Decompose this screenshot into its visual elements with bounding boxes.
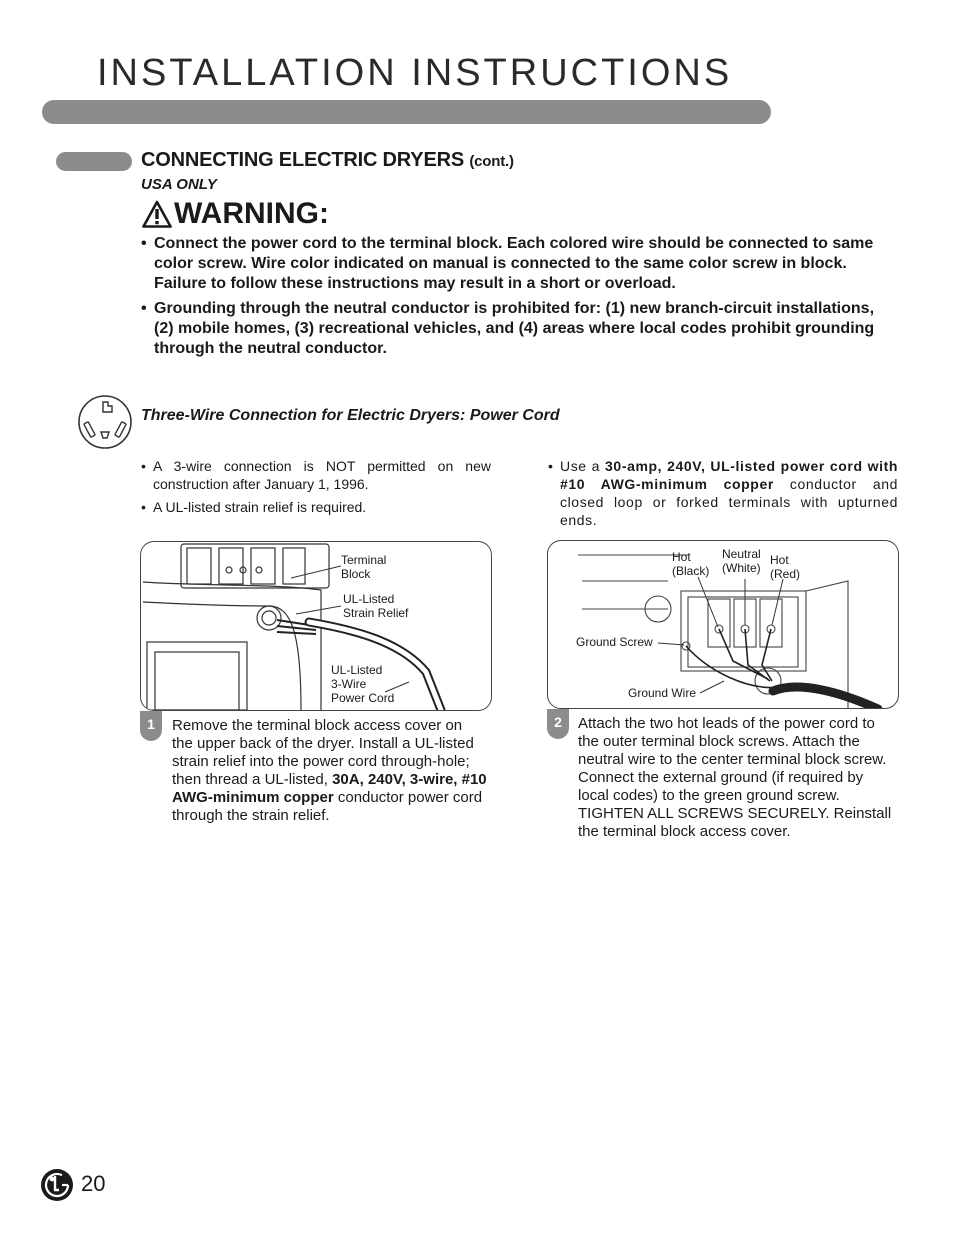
section-heading-suffix: (cont.): [469, 153, 514, 170]
step-1-text-part: conductor power cord through the strain relief.: [172, 789, 483, 824]
page-title: INSTALLATION INSTRUCTIONS: [97, 52, 733, 94]
usa-only-subheading: USA ONLY: [141, 176, 217, 193]
figure-terminal-wiring: [547, 540, 899, 709]
title-bar: [42, 100, 771, 124]
hot-black-label: Hot (Black): [672, 550, 710, 578]
note-item: • A 3-wire connection is NOT permitted on new construction after January 1, 1996.: [141, 457, 491, 493]
step-1-text: [172, 717, 487, 825]
section-pill: [56, 152, 132, 171]
warning-item: • Grounding through the neutral conductor is prohibited for: (1) new branch-circuit installations, (2) mobile homes, (3) recreational vehicles, and (4) areas where local codes prohibit grounding through the neutral conductor.: [141, 299, 881, 359]
three-prong-outlet-icon: [77, 394, 133, 450]
page-number: 20: [81, 1171, 106, 1196]
power-cord-label: UL-Listed 3-Wire Power Cord: [331, 663, 395, 705]
warning-heading: [142, 196, 329, 232]
warning-list: [141, 234, 881, 364]
neutral-white-label: Neutral (White): [722, 547, 761, 575]
note-suffix: conductor and closed loop or forked terminals with upturned ends.: [560, 476, 898, 528]
step-1-text-part: Remove the terminal block access cover on the upper back of the dryer. Install a UL-listed strain relief into the power cord through-hole; then thread a UL-listed,: [172, 717, 474, 788]
terminal-block-label: Terminal Block: [341, 553, 387, 581]
note-item: [548, 457, 898, 529]
three-wire-title: Three-Wire Connection for Electric Dryers: Power Cord: [141, 407, 560, 424]
warning-label: WARNING:: [174, 197, 329, 230]
notes-right: [548, 457, 898, 534]
ground-wire-label: Ground Wire: [628, 686, 697, 700]
section-heading-text: CONNECTING ELECTRIC DRYERS: [141, 149, 464, 171]
step-2-text: Attach the two hot leads of the power cord to the outer terminal block screws. Attach the neutral wire to the center terminal block screw. Connect the external ground (if required by local codes) to the green ground screw. TIGHTEN ALL SCREWS SECURELY. Reinstall the terminal block access cover.: [578, 715, 892, 840]
step-2-badge: 2: [547, 709, 569, 739]
ground-screw-label: Ground Screw: [576, 635, 653, 649]
notes-left: [141, 457, 491, 521]
warning-item: • Connect the power cord to the terminal block. Each colored wire should be connected to same color screw. Wire color indicated on manual is connected to the same color screw in block. Failure to follow these instructions may result in a short or overload.: [141, 234, 881, 294]
dryer-back-illustration: [141, 542, 491, 710]
figure-strain-relief: [140, 541, 492, 711]
section-heading: [141, 149, 514, 172]
strain-relief-label: UL-Listed Strain Relief: [343, 592, 409, 620]
note-prefix: Use a: [560, 458, 606, 474]
step-1-text-bold: 30A, 240V, 3-wire, #10 AWG-minimum copper: [172, 771, 487, 806]
lg-logo-icon: [40, 1168, 74, 1202]
hot-red-label: Hot (Red): [770, 553, 801, 581]
step-1-badge: 1: [140, 711, 162, 741]
note-bold: 30-amp, 240V, UL-listed power cord with #10 AWG-minimum copper: [560, 458, 898, 492]
warning-triangle-icon: [142, 200, 172, 228]
note-item: • A UL-listed strain relief is required.: [141, 498, 491, 516]
